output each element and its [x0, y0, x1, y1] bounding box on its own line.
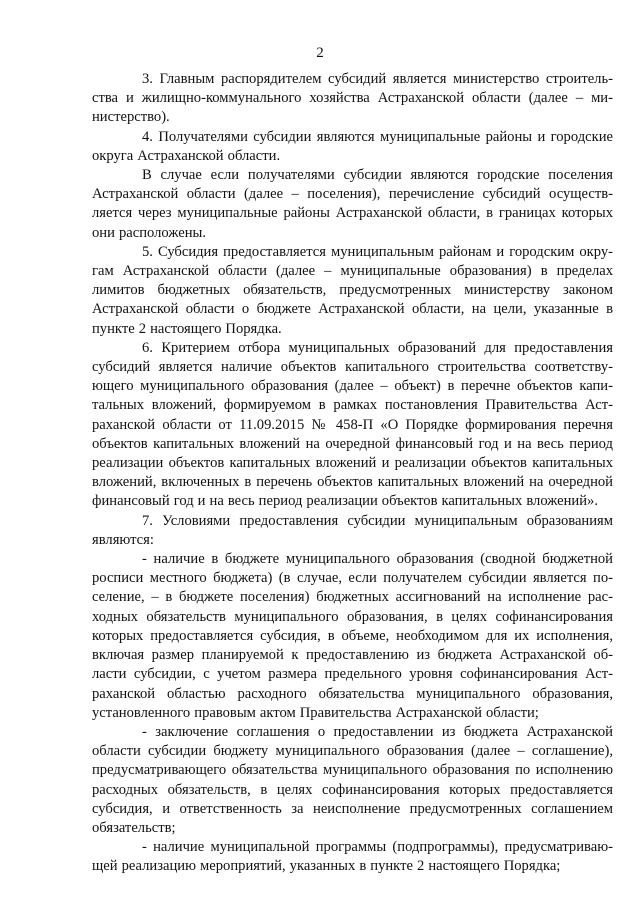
paragraph-item-7: 7. Условиями предоставления субсидии муниципальным образованиям являются: — [92, 512, 613, 548]
paragraph-item-4-settlements: В случае если получателями субсидии являются городские поселения Астраханской области (далее – поселения), перечисление субсидий осуществляется через муниципальные районы Астраханской области, в границах которых они расположены. — [92, 167, 613, 241]
paragraph-condition-agreement: - заключение соглашения о предоставлении из бюджета Астраханской области субсидии бюджету муниципального образования (далее – соглашение), предусматривающего обязательства муниципального образования по исполнению расходных обязательств, в целях софинансирования которых предоставляется субсидия, и ответственность за неисполнение предусмотренных соглашением обязательств; — [92, 723, 613, 836]
paragraph-item-5: 5. Субсидия предоставляется муниципальным районам и городским округам Астраханской области (далее – муниципальные образования) в пределах лимитов бюджетных обязательств, предусмотренных министерству законом Астраханской области о бюджете Астраханской области, на цели, указанные в пункте 2 настоящего Порядка. — [92, 243, 613, 337]
paragraph-condition-budget: - наличие в бюджете муниципального образования (сводной бюджетной росписи местного бюджета) (в случае, если получателем субсидии является поселение, – в бюджете поселения) бюджетных ассигнований на исполнение расходных обязательств муниципального образования, в целях софинансирования которых предоставляется субсидия, в объеме, необходимом для их исполнения, включая размер планируемой к предоставлению из бюджета Астраханской области субсидии, с учетом размера предельного уровня софинансирования Астраханской областью расходного обязательства муниципального образования, установленного правовым актом Правительства Астраханской области; — [92, 551, 613, 721]
paragraph-item-4: 4. Получателями субсидии являются муниципальные районы и городские округа Астраханской области. — [92, 128, 613, 164]
paragraph-item-6: 6. Критерием отбора муниципальных образований для предоставления субсидий является наличие объектов капитального строительства соответствующего муниципального образования (далее – объект) в перечне объектов капитальных вложений, формируемом в рамках постановления Правительства Астраханской области от 11.09.2015 № 458-П «О Порядке формирования перечня объектов капитальных вложений на очередной финансовый год и на весь период реализации объектов капитальных вложений и реализации объектов капитальных вложений, включенных в перечень объектов капитальных вложений на очередной финансовый год и на весь период реализации объектов капитальных вложений». — [92, 339, 613, 510]
page-number: 2 — [316, 45, 324, 61]
document-body — [92, 70, 613, 877]
paragraph-condition-program: - наличие муниципальной программы (подпрограммы), предусматривающей реализацию мероприятий, указанных в пункте 2 настоящего Порядка; — [92, 839, 613, 875]
paragraph-item-3: 3. Главным распорядителем субсидий является министерство строительства и жилищно-коммунального хозяйства Астраханской области (далее – министерство). — [92, 71, 613, 126]
